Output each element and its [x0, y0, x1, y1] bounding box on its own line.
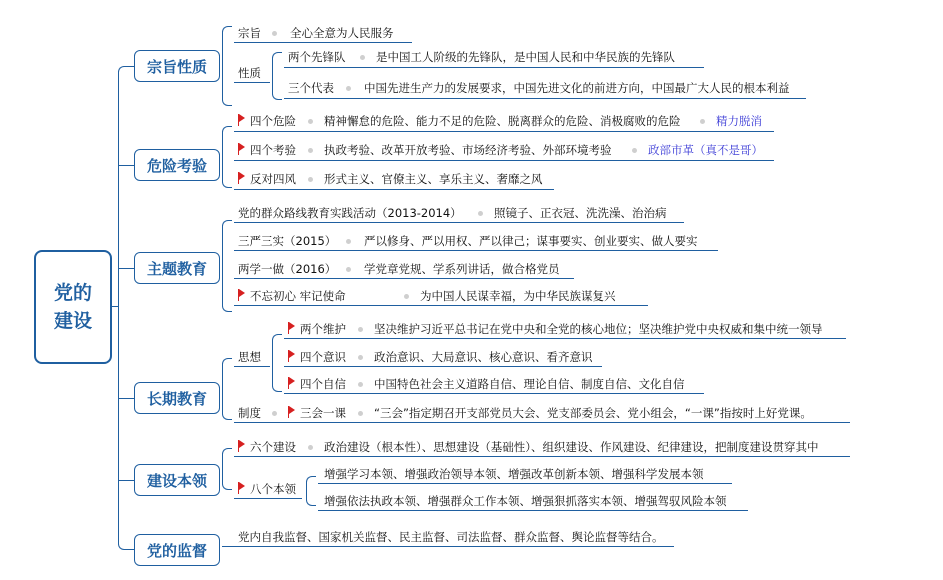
b3-r4-value: 为中国人民谋幸福，为中华民族谋复兴: [420, 289, 616, 303]
separator-dot: [358, 382, 363, 387]
separator-dot: [308, 445, 313, 450]
flag-icon: [239, 289, 245, 297]
flag-icon: [289, 406, 295, 414]
underline: [284, 393, 704, 394]
underline: [234, 456, 850, 457]
b4-sixiang-bracket: [272, 334, 282, 392]
separator-dot: [346, 239, 351, 244]
b4-r2-value: 政治意识、大局意识、核心意识、看齐意识: [374, 350, 593, 364]
branch-zhuti-jiaoyu: 主题教育: [134, 252, 220, 284]
b1-xz2-key: 三个代表: [288, 81, 334, 95]
flag-icon: [239, 172, 245, 180]
b5-r1-value: 政治建设（根本性）、思想建设（基础性）、组织建设、作风建设、纪律建设，把制度建设贯穿其中: [324, 440, 819, 454]
underline: [284, 338, 846, 339]
b3-r2-value: 严以修身、严以用权、严以律己；谋事要实、创业要实、做人要实: [364, 234, 698, 248]
flag-icon: [239, 440, 245, 448]
b5-bracket: [222, 448, 232, 490]
b6-value: 党内自我监督、国家机关监督、民主监督、司法监督、群众监督、舆论监督等结合。: [238, 530, 664, 544]
b4-zhidu-key: 制度: [238, 406, 261, 420]
b4-r3-value: 中国特色社会主义道路自信、理论自信、制度自信、文化自信: [374, 377, 685, 391]
separator-dot: [632, 148, 637, 153]
b3-r1-key: 党的群众路线教育实践活动（2013-2014）: [238, 206, 462, 220]
branch-weixian-kaoyan: 危险考验: [134, 149, 220, 181]
b5-r2-value-1: 增强学习本领、增强政治领导本领、增强改革创新本领、增强科学发展本领: [324, 467, 704, 481]
b3-r3-value: 学党章党规、学系列讲话，做合格党员: [364, 262, 560, 276]
b4-bracket: [222, 358, 232, 420]
branch-zongzhi-xingzhi: 宗旨性质: [134, 50, 220, 82]
underline: [234, 278, 574, 279]
separator-dot: [404, 294, 409, 299]
underline: [318, 483, 732, 484]
b2-bracket: [222, 126, 232, 188]
underline: [318, 510, 748, 511]
b5-r2-key: 八个本领: [250, 482, 296, 496]
flag-icon: [239, 114, 245, 122]
connector-b2: [118, 165, 134, 166]
b1-xz1-key: 两个先锋队: [288, 50, 346, 64]
b5-r2-bracket: [306, 476, 316, 506]
connector-b5: [118, 480, 134, 481]
root-label-line1: 党的: [53, 282, 92, 304]
b4-r4-key: 三会一课: [300, 406, 346, 420]
underline: [234, 498, 302, 499]
underline: [234, 42, 412, 43]
separator-dot: [272, 411, 277, 416]
b3-r1-value: 照镜子、正衣冠、洗洗澡、治治病: [494, 206, 667, 220]
flag-icon: [289, 377, 295, 385]
b3-r2-key: 三严三实（2015）: [238, 234, 337, 248]
b4-sixiang-key: 思想: [238, 350, 261, 364]
b1-xz1-value: 是中国工人阶级的先锋队，是中国人民和中华民族的先锋队: [376, 50, 675, 64]
b2-r1-key: 四个危险: [250, 114, 296, 128]
b4-r2-key: 四个意识: [300, 350, 346, 364]
flag-icon: [289, 322, 295, 330]
b2-r1-value: 精神懈怠的危险、能力不足的危险、脱离群众的危险、消极腐败的危险: [324, 114, 681, 128]
underline: [284, 366, 602, 367]
b4-r4-value: “三会”指定期召开支部党员大会、党支部委员会、党小组会，“一课”指按时上好党课。: [374, 406, 812, 420]
separator-dot: [308, 177, 313, 182]
flag-icon: [289, 350, 295, 358]
separator-dot: [358, 411, 363, 416]
underline: [234, 222, 684, 223]
b3-bracket: [222, 220, 232, 312]
b1-xingzhi-bracket: [272, 52, 282, 100]
b2-r1-note: 精力脱消: [716, 114, 762, 128]
underline: [284, 98, 806, 99]
separator-dot: [346, 86, 351, 91]
b2-r2-note: 政部市革（真不是哥）: [648, 143, 763, 157]
underline: [234, 250, 718, 251]
separator-dot: [478, 211, 483, 216]
underline: [284, 67, 704, 68]
root-stem: [112, 306, 119, 307]
b4-r1-value: 坚决维护习近平总书记在党中央和全党的核心地位；坚决维护党中央权威和集中统一领导: [374, 322, 823, 336]
b4-r3-key: 四个自信: [300, 377, 346, 391]
flag-icon: [239, 143, 245, 151]
separator-dot: [346, 267, 351, 272]
underline: [234, 160, 774, 161]
connector-b4: [118, 398, 134, 399]
root-connector: [118, 66, 134, 550]
separator-dot: [272, 31, 277, 36]
underline: [234, 305, 648, 306]
b1-xingzhi-key: 性质: [238, 66, 261, 80]
b5-r1-key: 六个建设: [250, 440, 296, 454]
underline: [234, 189, 554, 190]
b1-zongzhi-value: 全心全意为人民服务: [290, 26, 394, 40]
b1-bracket: [222, 26, 232, 106]
branch-dang-jiandu: 党的监督: [134, 534, 220, 566]
separator-dot: [360, 55, 365, 60]
b2-r2-key: 四个考验: [250, 143, 296, 157]
branch-changqi-jiaoyu: 长期教育: [134, 382, 220, 414]
underline: [234, 82, 270, 83]
flag-icon: [239, 482, 245, 490]
b1-xz2-value: 中国先进生产力的发展要求，中国先进文化的前进方向，中国最广大人民的根本利益: [364, 81, 790, 95]
separator-dot: [700, 119, 705, 124]
root-label-line2: 建设: [53, 310, 92, 332]
separator-dot: [308, 148, 313, 153]
b3-r3-key: 两学一做（2016）: [238, 262, 337, 276]
branch-jianshe-benling: 建设本领: [134, 464, 220, 496]
connector-b3: [118, 268, 134, 269]
underline: [234, 131, 774, 132]
underline: [234, 366, 270, 367]
separator-dot: [308, 119, 313, 124]
root-node: [34, 250, 112, 364]
underline: [222, 546, 674, 547]
separator-dot: [358, 327, 363, 332]
underline: [234, 422, 850, 423]
b2-r3-value: 形式主义、官僚主义、享乐主义、奢靡之风: [324, 172, 543, 186]
b5-r2-value-2: 增强依法执政本领、增强群众工作本领、增强狠抓落实本领、增强驾驭风险本领: [324, 494, 727, 508]
b4-r1-key: 两个维护: [300, 322, 346, 336]
separator-dot: [358, 355, 363, 360]
b3-r4-key: 不忘初心 牢记使命: [250, 289, 346, 303]
b2-r2-value: 执政考验、改革开放考验、市场经济考验、外部环境考验: [324, 143, 612, 157]
b1-zongzhi-key: 宗旨: [238, 26, 261, 40]
b2-r3-key: 反对四风: [250, 172, 296, 186]
